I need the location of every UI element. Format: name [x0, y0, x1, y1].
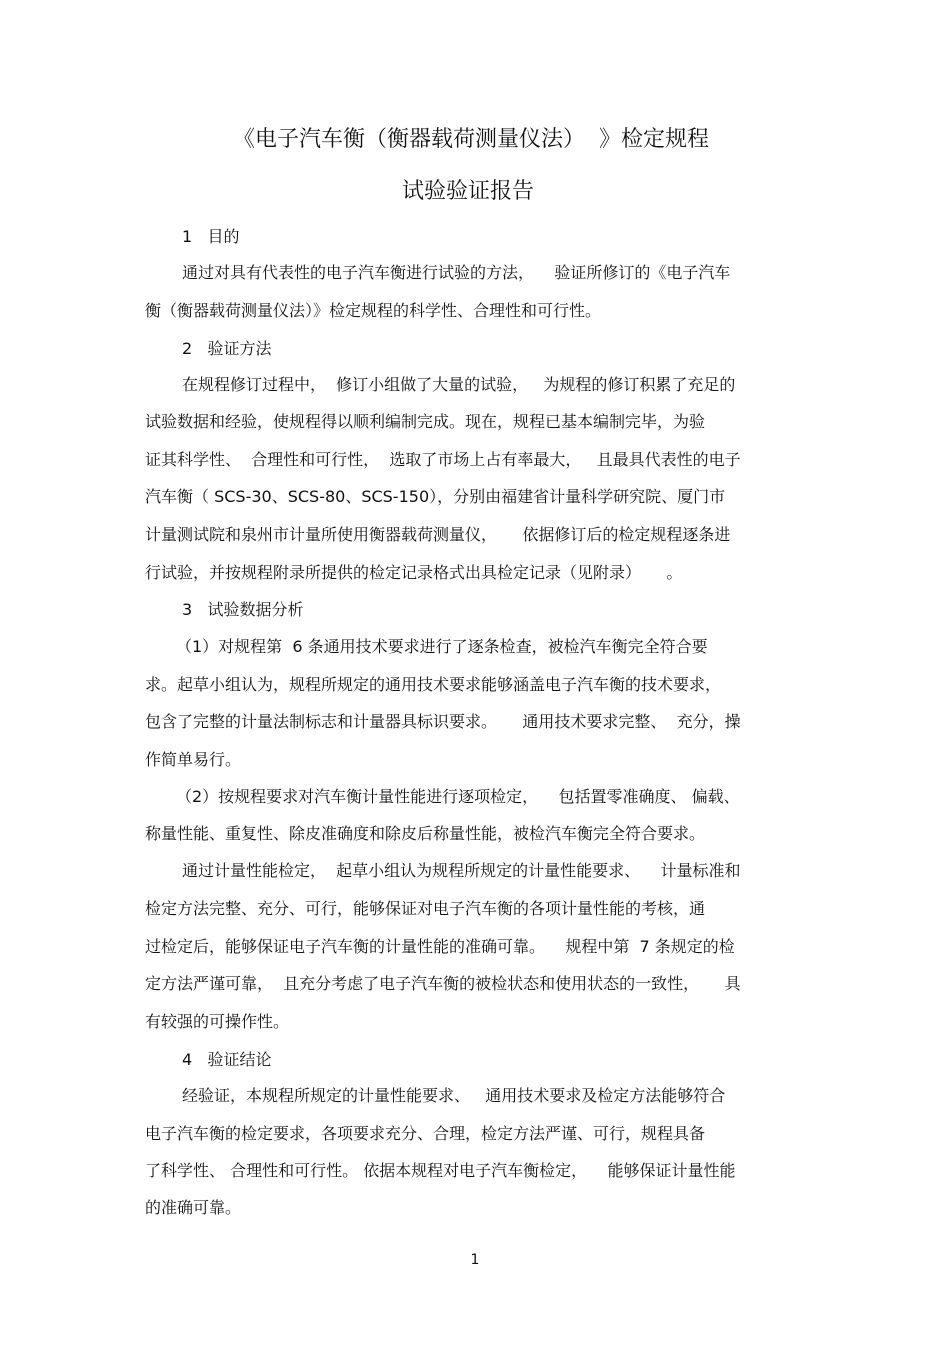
paragraph-line: 的准确可靠。 — [145, 1198, 242, 1217]
paragraph-line: 证其科学性、 合理性和可行性， 选取了市场上占有率最大， 且最具代表性的电子 — [145, 450, 741, 469]
paragraph-line: 经验证，本规程所规定的计量性能要求、 通用技术要求及检定方法能够符合 — [182, 1086, 726, 1105]
paragraph-line: 检定方法完整、充分、可行，能够保证对电子汽车衡的各项计量性能的考核，通 — [145, 899, 706, 918]
paragraph-line: 汽车衡（ SCS-30、SCS-80、SCS-150），分别由福建省计量科学研究院、厦门市 — [145, 487, 726, 506]
section-1-heading: 1 目的 — [182, 227, 240, 246]
page-number: 1 — [470, 1252, 480, 1268]
paragraph-line: 通过对具有代表性的电子汽车衡进行试验的方法， 验证所修订的《电子汽车 — [182, 263, 731, 282]
paragraph-line: （1）对规程第 6 条通用技术要求进行了逐条检查，被检汽车衡完全符合要 — [176, 637, 708, 656]
paragraph-line: （2）按规程要求对汽车衡计量性能进行逐项检定， 包括置零准确度、 偏载、 — [176, 787, 740, 806]
paragraph-line: 求。起草小组认为，规程所规定的通用技术要求能够涵盖电子汽车衡的技术要求， — [145, 675, 722, 694]
document-subtitle: 试验验证报告 — [401, 179, 534, 204]
paragraph-line: 作简单易行。 — [145, 750, 242, 769]
paragraph-line: 过检定后，能够保证电子汽车衡的计量性能的准确可靠。 规程中第 7 条规定的检 — [145, 937, 735, 956]
paragraph-line: 定方法严谨可靠， 且充分考虑了电子汽车衡的被检状态和使用状态的一致性， 具 — [145, 974, 741, 993]
section-4-heading: 4 验证结论 — [182, 1050, 272, 1069]
paragraph-line: 衡（衡器载荷测量仪法）》检定规程的科学性、合理性和可行性。 — [145, 301, 602, 320]
paragraph-line: 通过计量性能检定， 起草小组认为规程所规定的计量性能要求、 计量标准和 — [182, 861, 741, 880]
paragraph-line: 了科学性、 合理性和可行性。 依据本规程对电子汽车衡检定， 能够保证计量性能 — [145, 1161, 736, 1180]
paragraph-line: 计量测试院和泉州市计量所使用衡器载荷测量仪， 依据修订后的检定规程逐条进 — [145, 525, 731, 544]
paragraph-line: 电子汽车衡的检定要求，各项要求充分、合理，检定方法严谨、可行，规程具备 — [145, 1124, 706, 1143]
paragraph-line: 包含了完整的计量法制标志和计量器具标识要求。 通用技术要求完整、 充分，操 — [145, 712, 741, 731]
paragraph-line: 称量性能、重复性、除皮准确度和除皮后称量性能，被检汽车衡完全符合要求。 — [145, 824, 706, 843]
section-3-heading: 3 试验数据分析 — [182, 600, 304, 619]
section-2-heading: 2 验证方法 — [182, 339, 272, 358]
paragraph-line: 试验数据和经验，使规程得以顺利编制完成。现在，规程已基本编制完毕，为验 — [145, 412, 706, 431]
paragraph-line: 在规程修订过程中， 修订小组做了大量的试验， 为规程的修订积累了充足的 — [182, 375, 736, 394]
paragraph-line: 有较强的可操作性。 — [145, 1012, 290, 1031]
document-title: 《电子汽车衡（衡器载荷测量仪法） 》检定规程 — [233, 127, 709, 152]
paragraph-line: 行试验，并按规程附录所提供的检定记录格式出具检定记录（见附录） 。 — [145, 563, 683, 582]
